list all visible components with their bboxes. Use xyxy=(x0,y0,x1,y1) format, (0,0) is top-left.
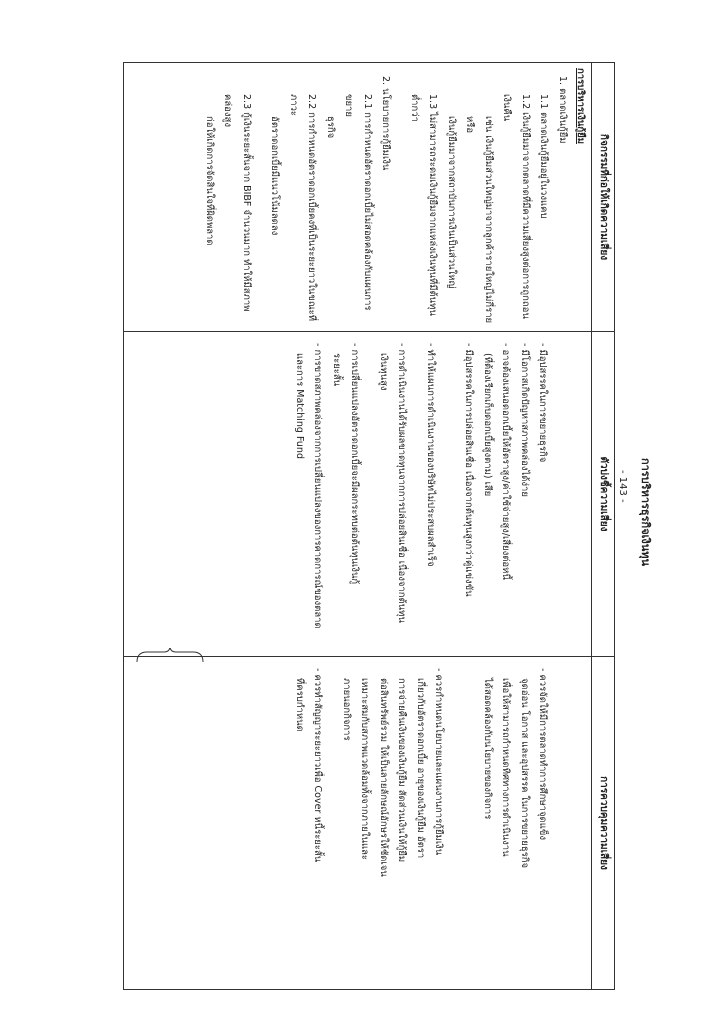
list-item: - การขาดสภาพคล่องจากการเปลี่ยนแปลงของการคาดการณ์ของตลาด xyxy=(312,343,324,629)
list-item: ได้สอดคล้องกับนโยบายของกิจการ xyxy=(481,678,493,820)
list-item: 1.1 ตลาดเงินกู้ยืมอยู่ในวงแคบ xyxy=(538,94,550,219)
list-item: เพื่อให้สามารถกำหนดทิศทางการดำเนินงาน xyxy=(500,678,512,857)
list-item: 1. ตลาดเงินกู้ยืม xyxy=(556,76,568,144)
header-indicator: ตัวบ่งชี้ความเสี่ยง xyxy=(592,332,615,657)
list-item: (ที่ต้องเรียกเก็บดอกเบี้ยสูงตาม) เสีย xyxy=(481,353,493,497)
activity-cell xyxy=(124,63,593,332)
list-item: จุดอ่อน โอกาส และอุปสรรค ในการขยายธุรกิจ xyxy=(518,678,530,869)
page-title: การบริหารธุรกิจเงินทุน xyxy=(639,457,652,567)
list-item: และการ Matching Fund xyxy=(293,353,305,459)
list-item: - ควรจัดให้มีการตลาดทำการศึกษาจุดแข็ง xyxy=(537,668,549,840)
list-item: - มีโอกาสเกิดปัญหาสภาพคล่องได้ง่าย xyxy=(518,343,530,497)
list-item: อัตราดอกเบี้ยมีแนวโน้มลดลง xyxy=(269,116,281,236)
indicator-cell xyxy=(124,332,593,657)
list-item: - มีอุปสรรคในการปล่อยสินเชื่อ เนื่องจากต้นทุนสูงกว่าคู่แข่งขัน xyxy=(463,343,475,597)
list-item: การจ่ายคืนเงินของเงินกู้ยืม สัดส่วนเงินให้กู้ยืม xyxy=(396,678,408,863)
list-item: ต่อสินทรัพย์รวม ให้เป็นลายลักษณ์อักษรให้ชัดเจน xyxy=(377,678,389,877)
list-item: - การดำเนินงานได้รับผลขาดทุนจากการปล่อยสินเชื่อ เนื่องจากต้นทุน xyxy=(396,343,408,623)
list-item: - การเปลี่ยนแปลงอัตราดอกเบี้ยจะมีผลกระทบต่อต้นทุนเงินกู้ xyxy=(349,343,361,585)
list-item: เกี่ยวกับอัตราดอกเบี้ย อายุของเงินกู้ยืม อัตรา xyxy=(414,678,426,859)
list-item: - มีอุปสรรคในการขยายธุรกิจ xyxy=(537,343,549,463)
page-number: - 143 - xyxy=(617,470,628,503)
list-item: ระยะสั้น xyxy=(330,353,342,387)
list-item: เช่น เงินกู้ยืมส่วนใหญ่มาจากลูกค้ารายใหญ่ไม่กี่ราย หรือ xyxy=(464,116,494,324)
list-item: - ควรทำสัญญาระยะยาวเพื่อ Cover หนี้ระยะสั้น xyxy=(312,668,324,863)
list-item: - อาจต้องเสนอดอกเบี้ยให้อัตราสูง/ค่าใช้จ่ายสูง/เสี่ยงต่อหนี้ xyxy=(500,343,512,580)
risk-table xyxy=(123,62,615,990)
list-item: ที่ครบกำหนด xyxy=(293,678,305,732)
list-item: เงินกู้ยืมมาจากสถาบันการเงินเป็นส่วนใหญ่ xyxy=(445,116,457,289)
header-control: การควบคุมความเสี่ยง xyxy=(592,657,615,990)
list-item: 1.3 ไม่สามารถระดมเงินกู้ยืมจากแหล่งเงินทุนที่มีต้นทุนต่ำกว่า xyxy=(408,94,439,316)
section-heading: การบริหารเงินกู้ยืม xyxy=(575,68,587,144)
header-activity: กิจกรรมที่ก่อให้เกิดความเสี่ยง xyxy=(592,63,615,332)
list-item: เหมาะสมกับสภาพแวดล้อมทั้งจากภายในและ xyxy=(359,678,371,861)
list-item: เงินทุนสูง xyxy=(377,353,389,391)
list-item: ก่อให้เกิดการจัดสินใจที่ผิดพลาด xyxy=(203,116,215,246)
list-item: 1.2 เงินกู้ยืมมาจากตลาดที่มีความเสี่ยงสูงต่อการถูกถอนเงินคืน xyxy=(501,94,531,319)
list-item: ภายนอกกิจการ xyxy=(340,678,352,741)
list-item: 2.1 การกำหนดอัตราดอกเบี้ยไม่สอดคล้องกับแผนการขยาย xyxy=(343,94,373,311)
list-item: 2.3 กู้เงินระยะสั้นจาก BIBF จำนวนมาก ทำให้มีสภาพคล่องสูง xyxy=(222,94,252,312)
list-item: 2.2 การกำหนดอัตราดอกเบี้ยคงที่เป็นระยะยาวในขณะที่ภาวะ xyxy=(287,94,318,322)
brace-icon xyxy=(100,648,592,666)
list-item: 2. นโยบายการกู้ยืมเงิน xyxy=(380,76,392,171)
list-item: - ทำให้แผนการดำเนินงานของบริษัทไม่ประสบผลสำเร็จ xyxy=(424,343,436,567)
control-cell xyxy=(124,657,593,990)
list-item: - ควรกำหนดนโยบายและแผนงานการกู้ยืมเงิน xyxy=(433,668,445,856)
list-item: ธุรกิจ xyxy=(324,116,336,139)
